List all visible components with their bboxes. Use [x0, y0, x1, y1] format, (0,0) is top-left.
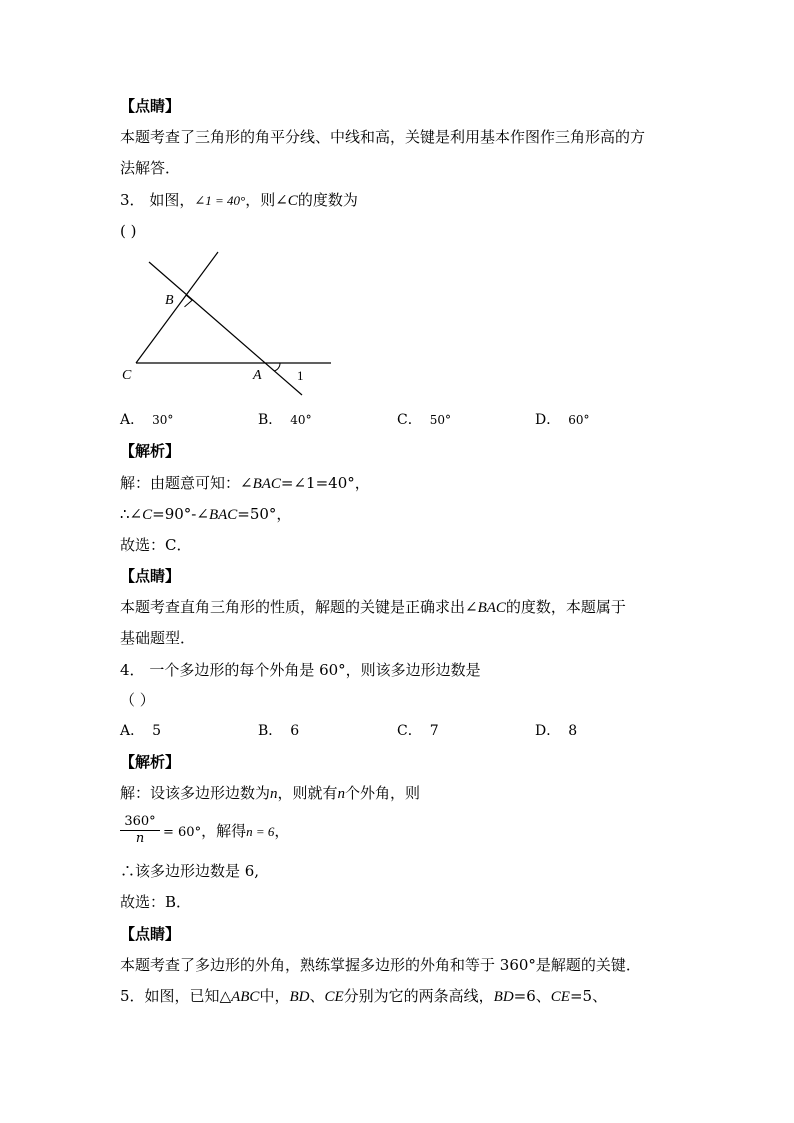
triangle-figure [115, 248, 340, 400]
label-a: A [253, 368, 262, 383]
answer-parentheses: ( ) [120, 222, 137, 240]
solution-line: ∴∠C=90°-∠BAC=50°， [120, 505, 292, 523]
solution-line: ∴该多边形边数是 6, [120, 862, 260, 880]
dianjing-text-line: 本题考查了多边形的外角，熟练掌握多边形的外角和等于 360°是解题的关键． [120, 956, 641, 974]
angle-expression: ∠1 = 40° [194, 193, 246, 208]
equation-line: = 60°，解得n = 6， [163, 822, 290, 840]
dianjing-header: 【点睛】 [120, 925, 181, 943]
option-b: B． 6 [258, 723, 300, 739]
solution-answer: 故选：B． [120, 893, 192, 911]
question-5-stem: 5．如图，已知△ABC中，BD、CE分别为它的两条高线，BD=6、CE=5、 [120, 987, 608, 1005]
option-a: A． 30° [120, 412, 174, 428]
dianjing-text-line: 本题考查了三角形的角平分线、中线和高，关键是利用基本作图作三角形高的方 [120, 128, 646, 146]
solution-answer: 故选：C． [120, 536, 192, 554]
label-angle-1: 1 [297, 368, 304, 383]
line-ba-extended [149, 262, 302, 395]
option-b: B． 40° [258, 412, 312, 428]
jiexi-header: 【解析】 [120, 753, 181, 771]
option-a: A． 5 [120, 723, 162, 739]
solution-line: 解：设该多边形边数为n，则就有n个外角，则 [120, 784, 421, 802]
angle-1-arc [274, 363, 280, 371]
option-c: C． 50° [397, 412, 451, 428]
label-b: B [165, 293, 174, 308]
option-d: D． 60° [535, 412, 590, 428]
question-3-stem [120, 190, 358, 211]
dianjing-text-line: 法解答． [120, 159, 181, 177]
line-cb-extended [136, 252, 218, 363]
option-d: D． 8 [535, 723, 578, 739]
question-4-stem [120, 660, 481, 680]
dianjing-header: 【点睛】 [120, 97, 181, 115]
question-number: 4． [120, 661, 145, 679]
dianjing-header: 【点睛】 [120, 567, 181, 585]
question-text: 的度数为 [297, 191, 358, 209]
fraction-360-over-n: $\frac{360^\circ}{n}$ [120, 814, 160, 847]
dianjing-text-line: 基础题型． [120, 629, 196, 647]
option-c: C． 7 [397, 723, 439, 739]
solution-line: 解：由题意可知：∠BAC=∠1=40°， [120, 474, 370, 492]
question-text: 一个多边形的每个外角是 60°，则该多边形边数是 [149, 661, 481, 679]
dianjing-text-line: 本题考查直角三角形的性质，解题的关键是正确求出∠BAC的度数，本题属于 [120, 598, 626, 616]
question-text: ，则 [245, 191, 276, 209]
label-c: C [122, 368, 132, 383]
angle-c: ∠C [275, 193, 298, 209]
question-text: 如图， [149, 191, 195, 209]
jiexi-header: 【解析】 [120, 442, 181, 460]
question-number: 3． [120, 191, 145, 209]
answer-parentheses: （ ） [120, 691, 155, 709]
